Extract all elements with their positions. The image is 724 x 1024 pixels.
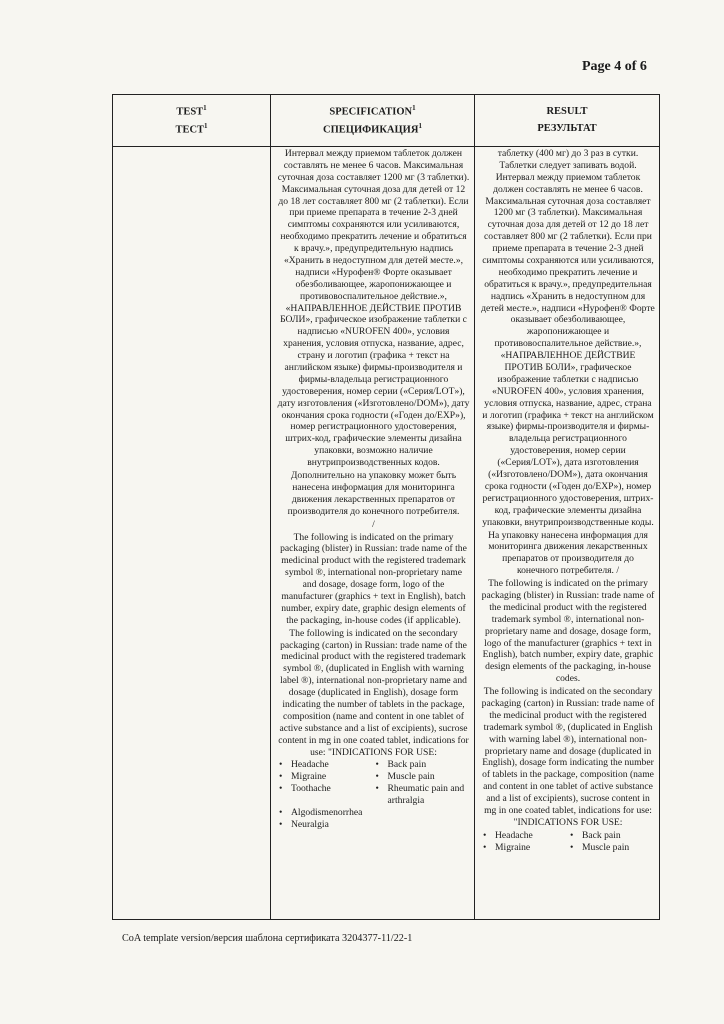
header-result-en: RESULT — [546, 106, 588, 118]
list-item: • Migraine — [277, 771, 374, 783]
header-test-en: TEST — [176, 106, 204, 118]
result-paragraph-monitoring: На упаковку нанесена информация для мониторинга движения лекарственных препаратов от производителя до конечного потребителя. / — [488, 529, 648, 577]
spec-indications-list — [277, 759, 470, 830]
list-item: • Algodismenorrhea — [277, 807, 470, 819]
list-item: • Back pain — [374, 759, 471, 771]
list-item: • Rheumatic pain and arthralgia — [374, 783, 471, 807]
specification-table — [112, 94, 660, 920]
header-result — [475, 95, 659, 147]
list-item: • Neuralgia — [277, 819, 470, 831]
spec-paragraph-russian: Интервал между приемом таблеток должен составлять не менее 6 часов. Максимальная суточная доза составляет 1200 мг (3 таблетки). Максимальная суточная доза для детей от 12 до 18 лет составляет 800 мг (2 таблетки). Если при приеме препарата в течение 2-3 дней симптомы сохраняются или усиливаются, необходимо прекратить лечение и обратиться к врачу.», предупредительную надпись «Хранить в недоступном для детей месте.», надписи «Нурофен® Форте оказывает обезболивающее, жаропонижающее и противовоспалительное действие.», «НАПРАВЛЕННОЕ ДЕЙСТВИЕ ПРОТИВ БОЛИ», графическое изображение таблетки с надписью «NUROFEN 400», условия хранения, условия отпуска, название, адрес, страну и логотип (графика + текст на английском языке) фирмы-производителя и фирмы-владельца регистрационного удостоверения, номер серии («Серия/LOT»), дату изготовления («Изготовлено/DOM»), дату окончания срока годности («Годен до/EXP»), номер регистрационного удостоверения, штрих-код, графические элементы дизайна упаковки, возможно наличие внутрипроизводственных кодов. — [277, 148, 470, 469]
header-test — [113, 95, 271, 147]
footnote-mark: 1 — [203, 103, 207, 112]
list-item: • Muscle pain — [374, 771, 471, 783]
spec-paragraph-monitoring: Дополнительно на упаковку может быть нанесена информация для мониторинга движения лекарственных препаратов от производителя до конечного потребителя. — [287, 470, 460, 517]
footnote-mark: 1 — [204, 121, 208, 130]
spec-paragraph-secondary-packaging: The following is indicated on the secondary packaging (carton) in Russian: trade name of the medicinal product with the registered trademark symbol ®, (duplicated in English with warning label ®), international non-proprietary name and dosage (duplicated in English), dosage form indicating the number of tablets in the package, composition (name and content in one tablet of active substance and a list of excipients), sucrose content in mg in one coated tablet, indications for use: "INDICATIONS FOR USE: — [278, 627, 469, 758]
spec-slash: / — [372, 518, 375, 530]
list-item: • Headache — [277, 759, 374, 771]
list-item: • Toothache — [277, 783, 374, 807]
template-version-footer: CoA template version/версия шаблона сертификата 3204377-11/22-1 — [122, 933, 413, 944]
header-result-ru: РЕЗУЛЬТАТ — [537, 122, 597, 134]
list-item: • Muscle pain — [568, 842, 655, 854]
spec-paragraph-primary-packaging: The following is indicated on the primary packaging (blister) in Russian: trade name of the medicinal product with the registered trademark symbol ®, international non-proprietary name and dosage, dosage form, logo of the manufacturer (graphics + text in English), batch number, expiry date, graphic design elements of the packaging, in-house codes (if applicable). — [280, 531, 467, 626]
list-item: • Back pain — [568, 830, 655, 842]
page-number: Page 4 of 6 — [582, 59, 647, 74]
header-spec-en: SPECIFICATION — [329, 106, 413, 118]
result-paragraph-russian: таблетку (400 мг) до 3 раз в сутки. Таблетки следует запивать водой. Интервал между приемом таблеток должен составлять не менее 6 часов. Максимальная суточная доза составляет 1200 мг (3 таблетки). Максимальная суточная доза для детей от 12 до 18 лет составляет 800 мг (2 таблетки). Если при приеме препарата в течение 2-3 дней симптомы сохраняются или усиливаются, необходимо прекратить лечение и обратиться к врачу.», предупредительная надпись «Хранить в недоступном для детей месте.», надписи «Нурофен® Форте оказывает обезболивающее, жаропонижающее и противовоспалительное действие.», «НАПРАВЛЕННОЕ ДЕЙСТВИЕ ПРОТИВ БОЛИ», графическое изображение таблетки с надписью «NUROFEN 400», условия хранения, условия отпуска, название, адрес, страна и логотип (графика + текст на английском языке) фирмы-производителя и фирмы-владельца регистрационного удостоверения, номер серии («Серия/LOT»), дата изготовления («Изготовлено/DOM»), дата окончания срока годности («Годен до/EXP»), номер регистрационного удостоверения, штрих-код, графические элементы дизайна упаковки, внутрипроизводственные коды. — [481, 148, 655, 528]
header-specification — [271, 95, 475, 147]
result-paragraph-primary-packaging: The following is indicated on the primary packaging (blister) in Russian: trade name of the medicinal product with the registered trademark symbol ®, international non-proprietary name and dosage, dosage form, logo of the manufacturer (graphics + text in English), batch number, expiry date, graphic design elements of the packaging, in-house codes. — [481, 578, 655, 685]
result-indications-list — [481, 830, 655, 854]
header-test-ru: ТЕСТ — [175, 124, 205, 135]
result-cell — [475, 147, 659, 919]
test-cell — [113, 147, 271, 919]
list-item: • Migraine — [481, 842, 568, 854]
footnote-mark: 1 — [412, 103, 416, 112]
footnote-mark: 1 — [418, 121, 422, 130]
list-item: • Headache — [481, 830, 568, 842]
result-paragraph-secondary-packaging: The following is indicated on the secondary packaging (carton) in Russian: trade name of the medicinal product with the registered trademark symbol ®, (duplicated in English with warning label ®), international non-proprietary name and dosage (duplicated in English), dosage form indicating the number of tablets in the package, composition (name and content in one tablet of active substance and a list of excipients), sucrose content in mg in one coated tablet, indications for use: "INDICATIONS FOR USE: — [481, 686, 655, 828]
specification-cell — [271, 147, 475, 919]
header-spec-ru: СПЕЦИФИКАЦИЯ — [323, 124, 419, 135]
